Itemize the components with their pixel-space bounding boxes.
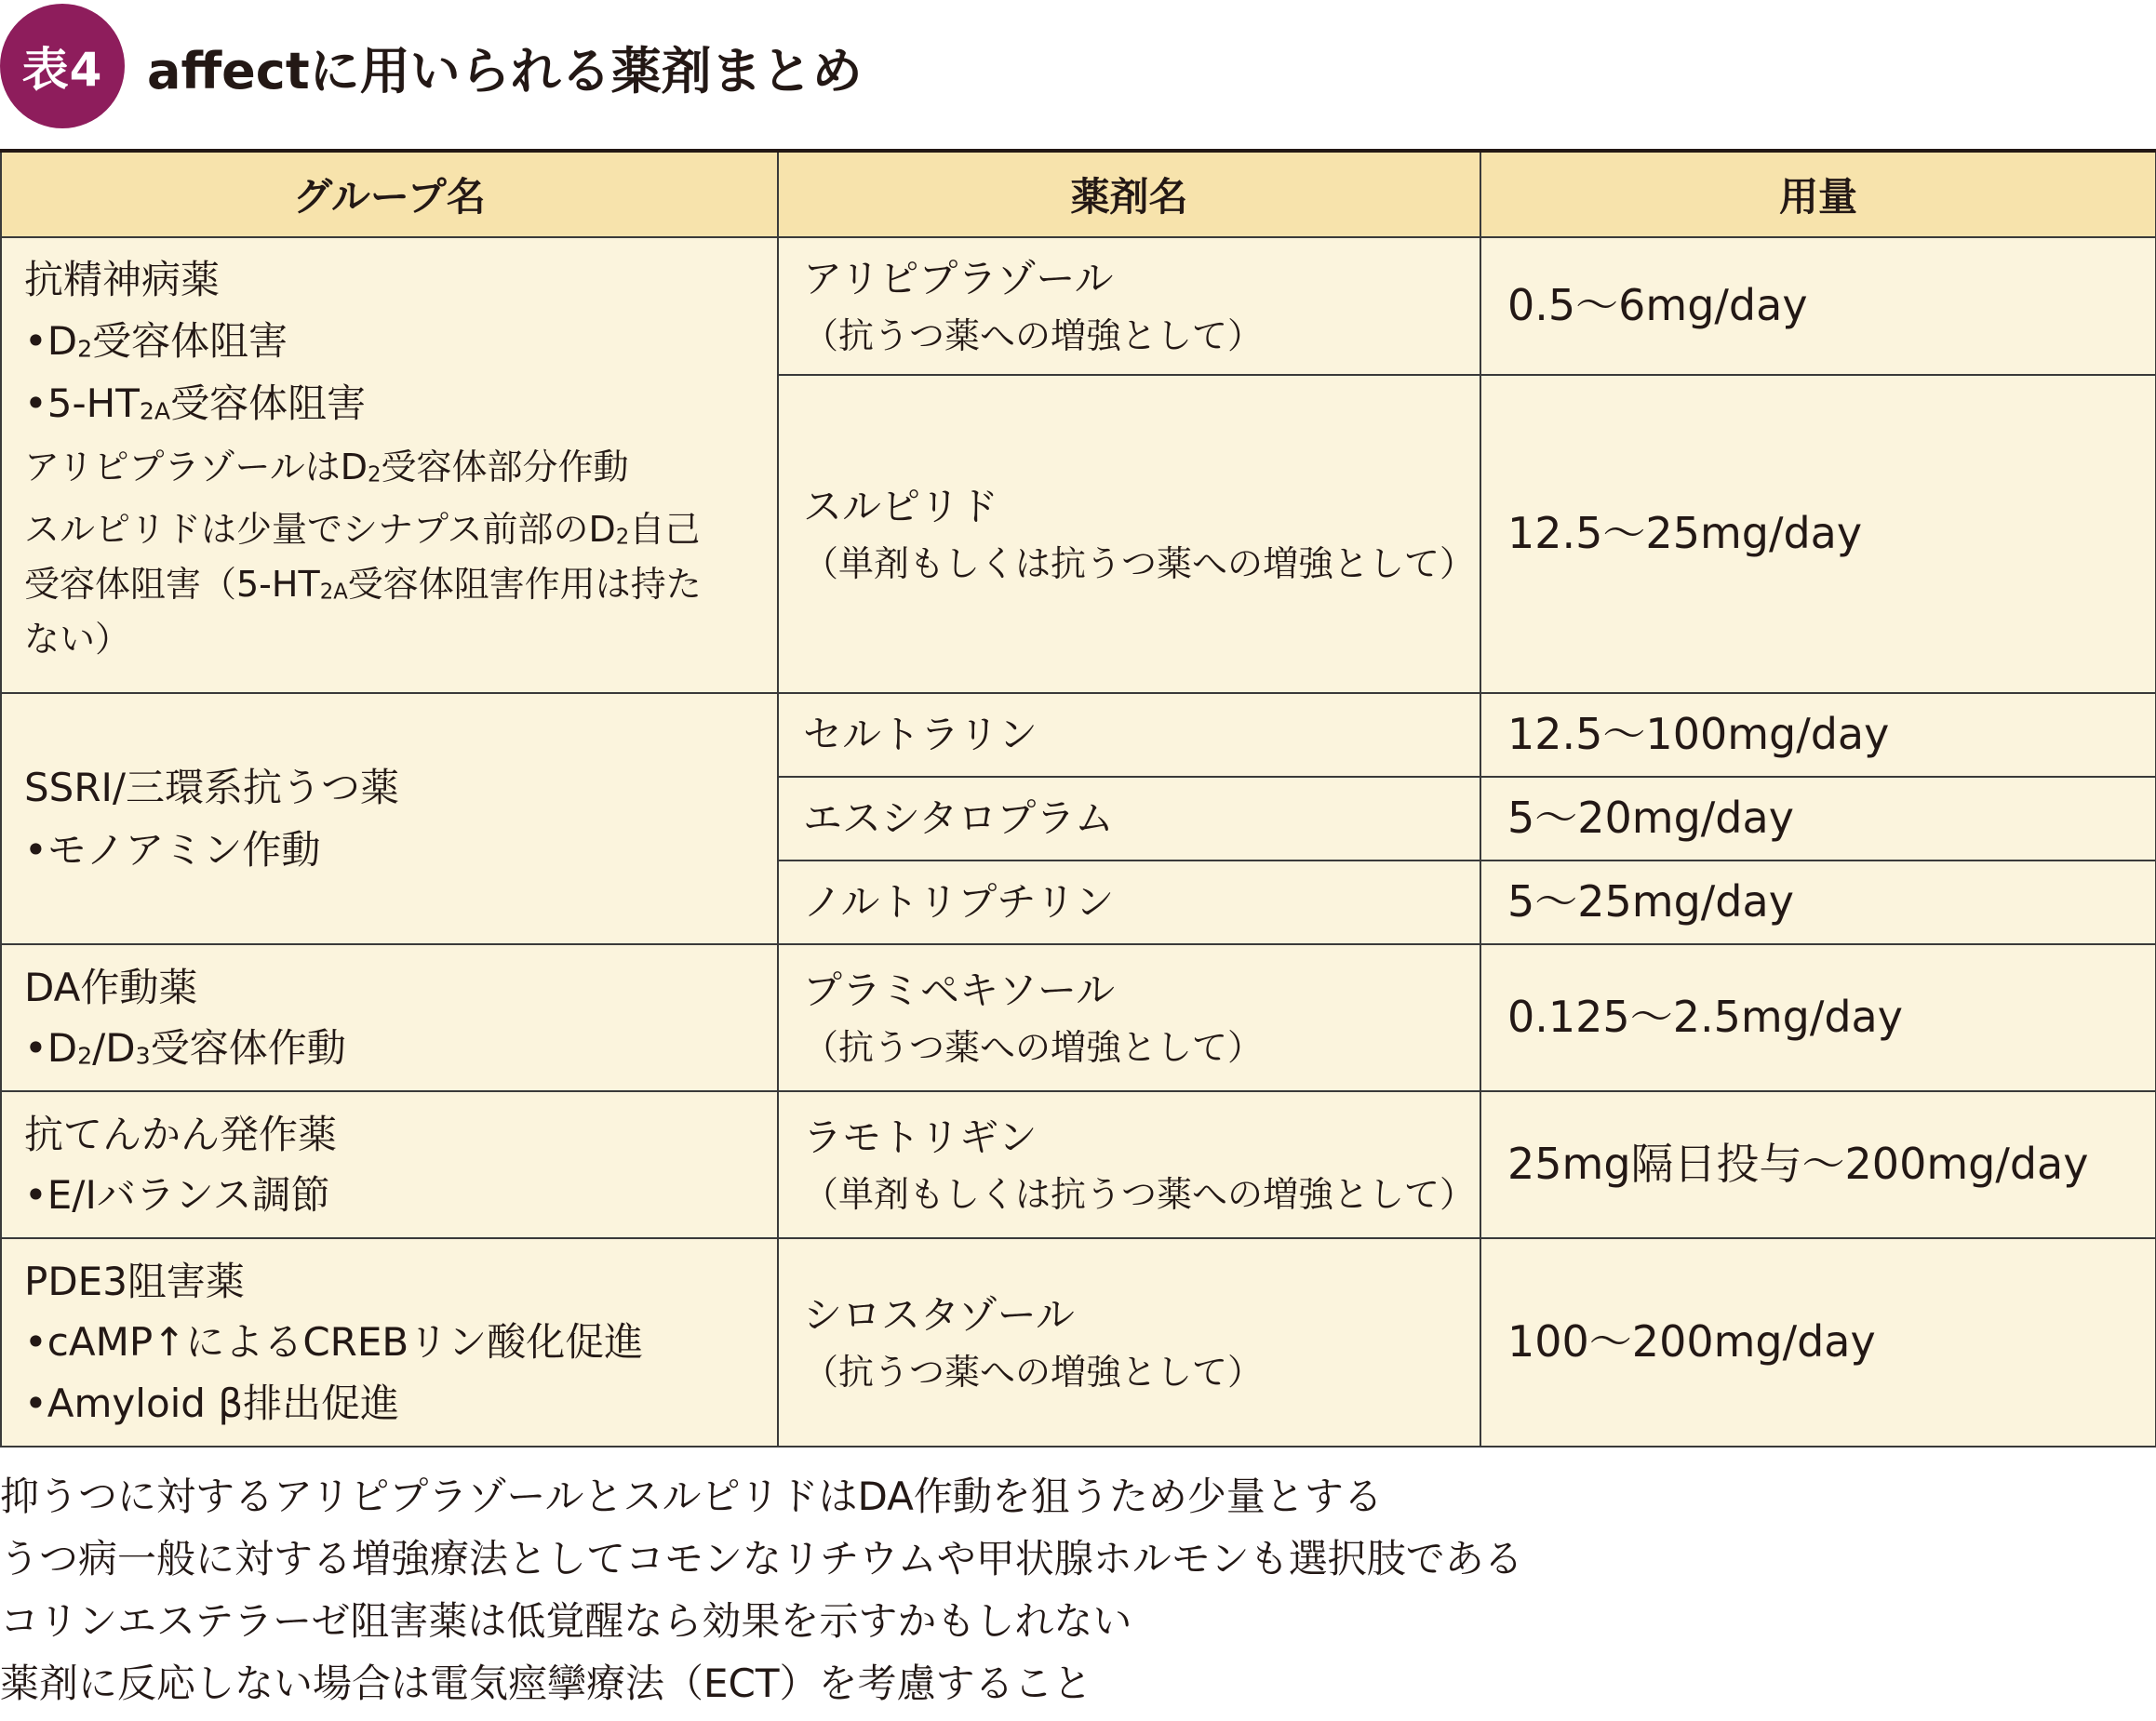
table-row: [1, 237, 2156, 375]
drug-usage-note: （単剤もしくは抗うつ薬への増強として）: [803, 543, 1476, 585]
group-name: PDE3阻害薬: [24, 1259, 245, 1305]
group-name: 抗精神病薬: [24, 257, 221, 302]
footnote-line: 薬剤に反応しない場合は電気痙攣療法（ECT）を考慮すること: [0, 1661, 1092, 1706]
table-header-row: [1, 151, 2156, 237]
dose-cell: 25mg隔日投与〜200mg/day: [1480, 1091, 2156, 1238]
group-bullet: $•5-HT_{2A}$受容体阻害: [24, 380, 367, 427]
group-note: ない）: [24, 619, 131, 660]
dose-cell: 12.5〜100mg/day: [1480, 693, 2156, 777]
footnote-line: コリンエステラーゼ阻害薬は低覚醒なら効果を示すかもしれない: [0, 1598, 1132, 1644]
group-bullet: •E/Iバランス調節: [24, 1172, 330, 1218]
group-bullet: $•D_2$受容体阻害: [24, 318, 288, 365]
dose-cell: 0.125〜2.5mg/day: [1480, 944, 2156, 1091]
drug-usage-note: （抗うつ薬への増強として）: [803, 315, 1264, 357]
group-bullet: $•D_2/D_3$受容体作動: [24, 1025, 346, 1071]
drug-usage-note: （抗うつ薬への増強として）: [803, 1352, 1264, 1394]
drug-name: セルトラリン: [803, 712, 1038, 758]
group-bullet: •Amyloid β排出促進: [24, 1380, 400, 1426]
title-bar: [0, 0, 2156, 140]
group-name: SSRI/三環系抗うつ薬: [24, 764, 400, 810]
header-dose: 用量: [1480, 151, 2156, 237]
group-note: アリピプラゾールは$D_2$受容体部分作動: [24, 447, 629, 488]
drug-cell: [778, 1091, 1480, 1238]
drug-cell: [778, 237, 1480, 375]
drug-usage-note: （単剤もしくは抗うつ薬への増強として）: [803, 1174, 1476, 1216]
group-cell-antiepileptic: [1, 1091, 778, 1238]
drug-cell: [778, 375, 1480, 693]
dose-cell: 5〜25mg/day: [1480, 860, 2156, 944]
group-note: 受容体阻害（$5-HT_{2A}$受容体阻害作用は持た: [24, 564, 702, 606]
dose-cell: 5〜20mg/day: [1480, 777, 2156, 860]
dose-cell: 100〜200mg/day: [1480, 1238, 2156, 1447]
footnote-line: うつ病一般に対する増強療法としてコモンなリチウムや甲状腺ホルモンも選択肢である: [0, 1536, 1523, 1581]
group-bullet: •モノアミン作動: [24, 827, 321, 873]
drug-cell: [778, 944, 1480, 1091]
drug-cell: [778, 1238, 1480, 1447]
drug-name: シロスタゾール: [803, 1292, 1075, 1338]
header-group: グループ名: [1, 151, 778, 237]
group-cell-da-agonist: [1, 944, 778, 1091]
table-row: [1, 1091, 2156, 1238]
drug-cell: [778, 860, 1480, 944]
drug-cell: [778, 693, 1480, 777]
drug-name: ノルトリプチリン: [803, 879, 1115, 926]
dose-cell: 0.5〜6mg/day: [1480, 237, 2156, 375]
group-cell-pde3: [1, 1238, 778, 1447]
drug-name: スルピリド: [803, 484, 999, 529]
drug-summary-table-wrap: [0, 149, 2156, 1448]
table-row: [1, 693, 2156, 777]
group-name: DA作動薬: [24, 964, 198, 1010]
group-cell-antipsychotics: [1, 237, 778, 693]
table-row: [1, 1238, 2156, 1447]
group-name: 抗てんかん発作薬: [24, 1111, 338, 1157]
group-cell-ssri: [1, 693, 778, 944]
group-note: スルピリドは少量でシナプス前部の$D_2$自己: [24, 509, 701, 551]
page-title: affectに用いられる薬剤まとめ: [147, 42, 863, 100]
table-row: [1, 944, 2156, 1091]
footnote-line: 抑うつに対するアリピプラゾールとスルピリドはDA作動を狙うため少量とする: [0, 1474, 1383, 1519]
drug-name: ラモトリギン: [803, 1114, 1038, 1160]
drug-cell: [778, 777, 1480, 860]
drug-summary-table: [0, 149, 2156, 1448]
header-drug: 薬剤名: [778, 151, 1480, 237]
table-number-badge: 表4: [0, 4, 125, 128]
drug-usage-note: （抗うつ薬への増強として）: [803, 1027, 1264, 1069]
drug-name: プラミペキソール: [803, 967, 1116, 1013]
footnotes: [0, 1465, 2156, 1714]
group-bullet: •cAMP↑によるCREBリン酸化促進: [24, 1319, 644, 1366]
drug-name: アリピプラゾール: [803, 256, 1114, 301]
dose-cell: 12.5〜25mg/day: [1480, 375, 2156, 693]
drug-name: エスシタロプラム: [803, 795, 1114, 842]
